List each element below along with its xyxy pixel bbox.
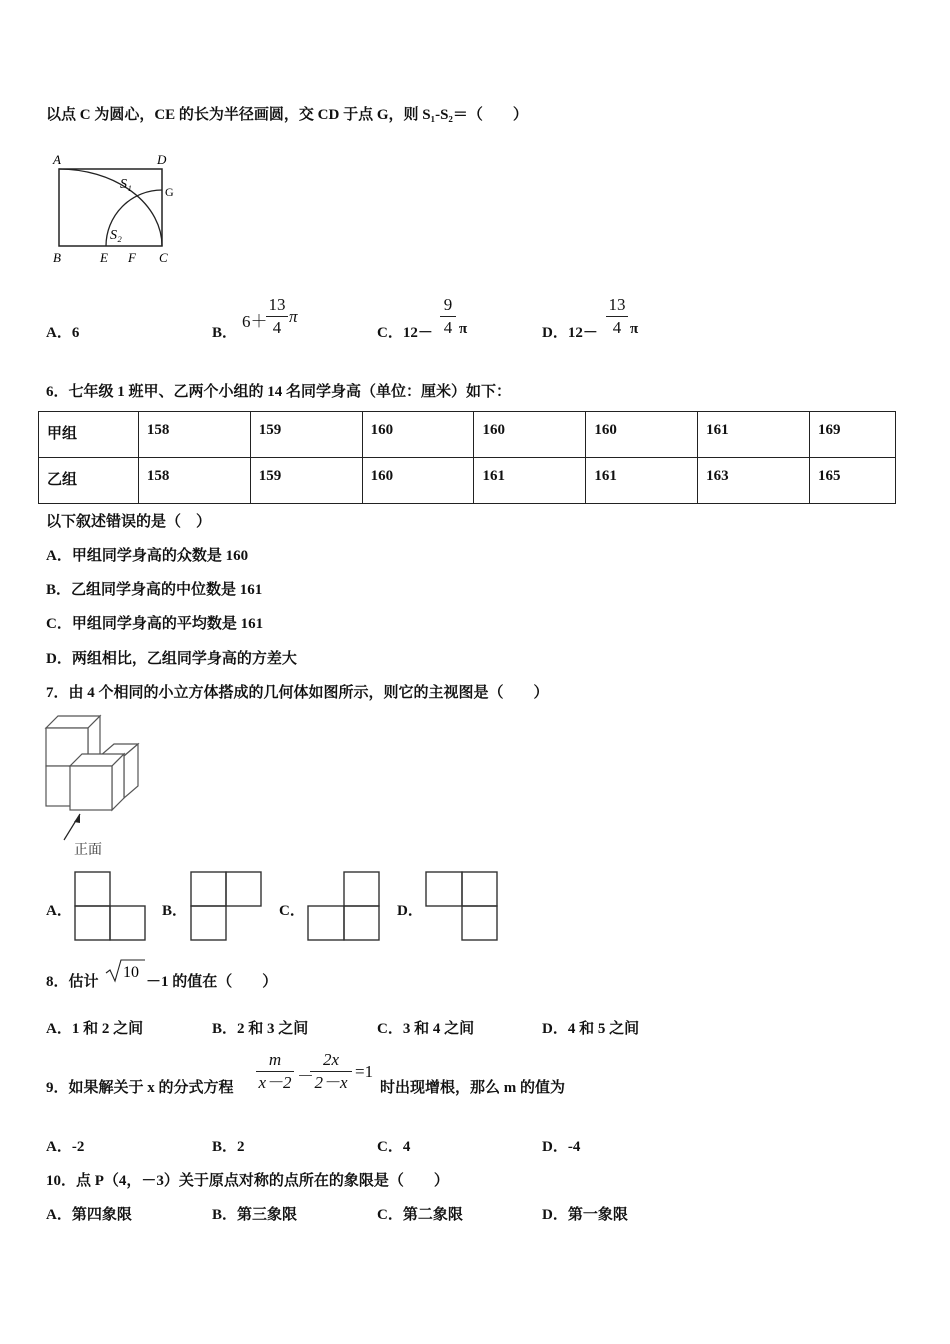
q5-option-d-pi: π xyxy=(630,321,639,337)
label-e: E xyxy=(100,250,108,265)
q5-figure xyxy=(44,148,194,268)
q9-fraction-2: 2x 2－x xyxy=(310,1050,352,1093)
q6-height-table xyxy=(38,411,896,504)
q9-option-b[interactable]: B．2 xyxy=(212,1139,245,1155)
table-cell: 163 xyxy=(698,458,810,504)
q9-option-c[interactable]: C．4 xyxy=(377,1139,411,1155)
q8-stem-prefix: 8．估计 xyxy=(46,974,99,990)
q8-option-a[interactable]: A．1 和 2 之间 xyxy=(46,1021,144,1037)
q10-option-a[interactable]: A．第四象限 xyxy=(46,1207,132,1223)
q6-option-d[interactable]: D．两组相比，乙组同学身高的方差大 xyxy=(46,651,297,667)
q7-option-c-label[interactable]: C． xyxy=(279,903,305,919)
table-cell: 161 xyxy=(474,458,586,504)
q6-option-b[interactable]: B．乙组同学身高的中位数是 161 xyxy=(46,582,263,598)
q9-equals-one: =1 xyxy=(355,1062,374,1081)
q8-option-b[interactable]: B．2 和 3 之间 xyxy=(212,1021,309,1037)
table-cell: 158 xyxy=(138,412,250,458)
q10-option-c[interactable]: C．第二象限 xyxy=(377,1207,463,1223)
q9-option-d[interactable]: D．-4 xyxy=(542,1139,581,1155)
q8-option-d[interactable]: D．4 和 5 之间 xyxy=(542,1021,640,1037)
q10-option-d[interactable]: D．第一象限 xyxy=(542,1207,628,1223)
q7-option-a-view[interactable] xyxy=(74,871,146,941)
q6-question: 以下叙述错误的是（ ） xyxy=(46,514,212,530)
label-a: A xyxy=(53,152,61,167)
q7-solid-figure xyxy=(44,714,144,858)
label-s1: S₁ xyxy=(120,177,132,192)
q7-option-a-label[interactable]: A． xyxy=(46,903,72,919)
table-cell: 160 xyxy=(362,412,474,458)
table-cell: 160 xyxy=(474,412,586,458)
q7-option-b-label[interactable]: B． xyxy=(162,903,188,919)
q8-option-c[interactable]: C．3 和 4 之间 xyxy=(377,1021,475,1037)
label-c: C xyxy=(159,250,168,265)
label-g: G xyxy=(165,185,174,199)
table-cell: 160 xyxy=(362,458,474,504)
q5-option-d[interactable]: D．12－ xyxy=(542,325,598,341)
q7-option-d-label[interactable]: D． xyxy=(397,903,423,919)
sqrt-symbol xyxy=(104,958,146,984)
q9-minus: － xyxy=(297,1067,314,1086)
q9-option-a[interactable]: A．-2 xyxy=(46,1139,85,1155)
table-cell: 159 xyxy=(250,458,362,504)
label-s2: S₂ xyxy=(110,228,122,243)
table-cell: 159 xyxy=(250,412,362,458)
table-cell: 160 xyxy=(586,412,698,458)
q5-option-c-pi: π xyxy=(459,321,468,337)
q7-option-b-view[interactable] xyxy=(190,871,262,941)
q6-option-a[interactable]: A．甲组同学身高的众数是 160 xyxy=(46,548,249,564)
table-cell: 158 xyxy=(138,458,250,504)
q6-stem: 6．七年级 1 班甲、乙两个小组的 14 名同学身高（单位：厘米）如下： xyxy=(46,384,512,400)
q5-option-c[interactable]: C．12－ xyxy=(377,325,433,341)
label-f: F xyxy=(128,250,136,265)
q6-option-c[interactable]: C．甲组同学身高的平均数是 161 xyxy=(46,616,264,632)
table-cell: 甲组 xyxy=(39,412,139,458)
q5-option-b-pi: π xyxy=(289,307,298,326)
q10-stem: 10．点 P（4，－3）关于原点对称的点所在的象限是（ ） xyxy=(46,1173,449,1189)
q5-option-b-fraction: 13 4 xyxy=(266,295,288,338)
q5-option-c-fraction: 9 4 xyxy=(440,295,456,338)
table-cell: 161 xyxy=(698,412,810,458)
q8-stem-suffix: －1 的值在（ ） xyxy=(146,974,278,990)
table-cell: 乙组 xyxy=(39,458,139,504)
label-d: D xyxy=(157,152,167,167)
q5-option-a[interactable]: A．6 xyxy=(46,325,80,341)
q5-option-b-prefix: 6＋ xyxy=(242,312,268,331)
q5-option-d-fraction: 13 4 xyxy=(606,295,628,338)
q9-stem-prefix: 9．如果解关于 x 的分式方程 xyxy=(46,1080,234,1096)
q5-stem: 以点 C 为圆心，CE 的长为半径画圆，交 CD 于点 G，则 S₁-S₂＝（ ） xyxy=(46,107,528,123)
table-cell: 165 xyxy=(810,458,896,504)
table-row-group-jia xyxy=(39,412,896,458)
q7-option-c-view[interactable] xyxy=(307,871,381,941)
table-cell: 169 xyxy=(810,412,896,458)
table-cell: 161 xyxy=(586,458,698,504)
table-row-group-yi xyxy=(39,458,896,504)
front-view-label: 正面 xyxy=(74,843,102,858)
q9-fraction-1: m x－2 xyxy=(256,1050,294,1093)
sqrt-radicand: 10 xyxy=(123,964,139,981)
q10-option-b[interactable]: B．第三象限 xyxy=(212,1207,298,1223)
q7-stem: 7．由 4 个相同的小立方体搭成的几何体如图所示，则它的主视图是（ ） xyxy=(46,685,549,701)
q7-option-d-view[interactable] xyxy=(425,871,499,941)
q9-stem-suffix: 时出现增根，那么 m 的值为 xyxy=(380,1080,565,1096)
q5-option-b[interactable]: B． xyxy=(212,325,238,341)
label-b: B xyxy=(53,250,61,265)
